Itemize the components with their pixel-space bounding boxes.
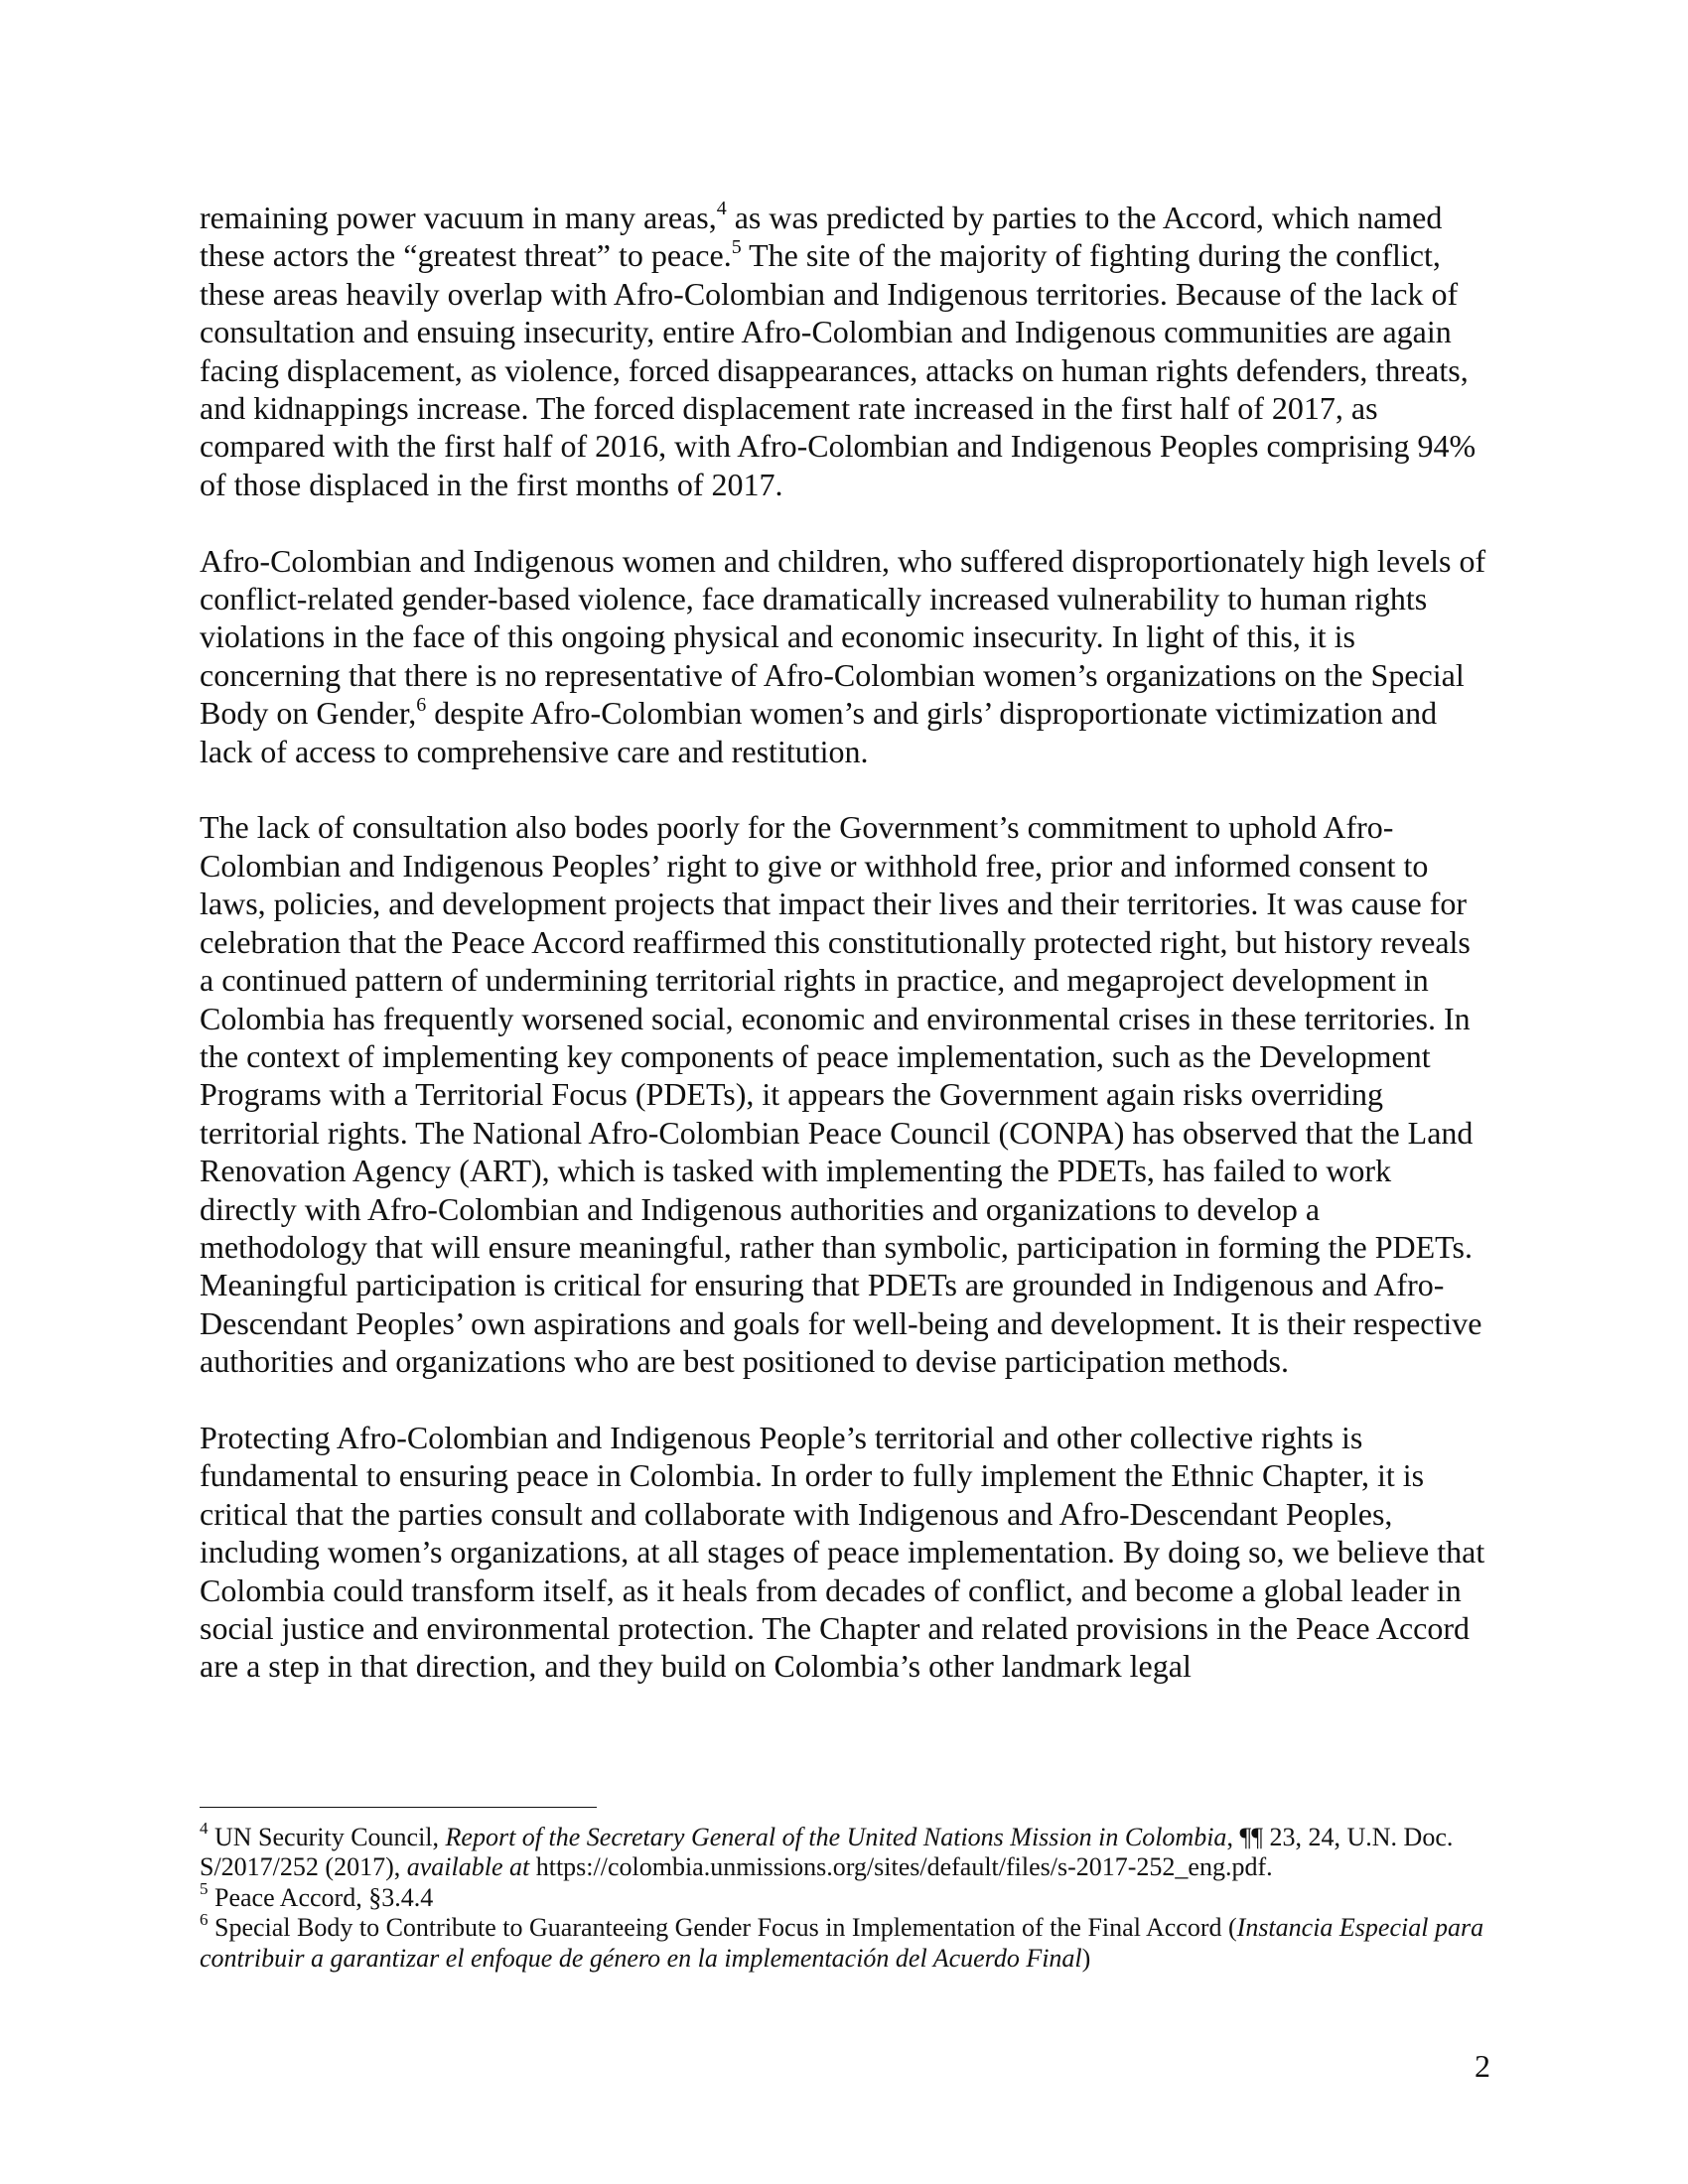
footnote-text: Special Body to Contribute to Guaranteeing Gender Focus in Implementation of the Final Accord (	[208, 1913, 1237, 1943]
footnote-marker: 5	[200, 1879, 209, 1899]
paragraph-2	[200, 542, 1490, 770]
paragraph-text: The lack of consultation also bodes poorly for the Government’s commitment to uphold Afro-Colombian and Indigenous Peoples’ right to give or withhold free, prior and informed consent to laws, policies, and development projects that impact their lives and their territories. It was cause for celebration that the Peace Accord reaffirmed this constitutionally protected right, but history reveals a continued pattern of undermining territorial rights in practice, and megaproject development in Colombia has frequently worsened social, economic and environmental crises in these territories. In the context of implementing key components of peace implementation, such as the Development Programs with a Territorial Focus (PDETs), it appears the Government again risks overriding territorial rights. The National Afro-Colombian Peace Council (CONPA) has observed that the Land Renovation Agency (ART), which is tasked with implementing the PDETs, has failed to work directly with Afro-Colombian and Indigenous authorities and organizations to develop a methodology that will ensure meaningful, rather than symbolic, participation in forming the PDETs. Meaningful participation is critical for ensuring that PDETs are grounded in Indigenous and Afro-Descendant Peoples’ own aspirations and goals for well-being and development. It is their respective authorities and organizations who are best positioned to devise participation methods.	[200, 809, 1482, 1380]
footnote-6	[200, 1909, 1490, 1974]
paragraph-text: The site of the majority of fighting during the conflict, these areas heavily overlap with Afro-Colombian and Indigenous territories. Because of the lack of consultation and ensuing insecurity, entire Afro-Colombian and Indigenous communities are again facing displacement, as violence, forced disappearances, attacks on human rights defenders, threats, and kidnappings increase. The forced displacement rate increased in the first half of 2017, as compared with the first half of 2016, with Afro-Colombian and Indigenous Peoples comprising 94% of those displaced in the first months of 2017.	[200, 237, 1477, 502]
footnote-marker: 6	[200, 1909, 209, 1929]
footnote-4	[200, 1819, 1490, 1883]
paragraph-text: Afro-Colombian and Indigenous women and children, who suffered disproportionately high levels of conflict-related gender-based violence, face dramatically increased vulnerability to human rights violations in the face of this ongoing physical and economic insecurity. In light of this, it is concerning that there is no representative of Afro-Colombian women’s organizations on the Special Body on Gender,	[200, 542, 1486, 732]
footnote-text: UN Security Council,	[208, 1823, 446, 1851]
footnote-ref-6[interactable]: 6	[416, 693, 427, 716]
paragraph-text: as was predicted by parties to the Accord, which named these actors the “greatest threat” to peace.	[200, 200, 1443, 274]
paragraph-3	[200, 808, 1490, 1380]
footnote-ref-5[interactable]: 5	[731, 235, 742, 258]
footnote-title: Report of the Secretary General of the United Nations Mission in Colombia	[445, 1823, 1227, 1851]
footnote-spanish-title: Instancia Especial para contribuir a garantizar el enfoque de género en la implementación del Acuerdo Final	[200, 1913, 1484, 1973]
footnote-separator	[200, 1807, 597, 1808]
footnote-url[interactable]: https://colombia.unmissions.org/sites/default/files/s-2017-252_eng.pdf.	[529, 1852, 1273, 1882]
footnote-ref-4[interactable]: 4	[716, 198, 727, 220]
page-number: 2	[1475, 2048, 1490, 2084]
footnotes	[200, 1819, 1490, 1974]
paragraph-text: remaining power vacuum in many areas,	[200, 200, 717, 235]
footnote-text: Peace Accord, §3.4.4	[208, 1882, 434, 1912]
footnote-text: , ¶¶ 23, 24, U.N. Doc. S/2017/252 (2017),	[200, 1823, 1454, 1882]
footnote-text: )	[1081, 1943, 1091, 1973]
footnote-5	[200, 1879, 1490, 1913]
footnote-signal: available at	[406, 1852, 530, 1882]
footnote-marker: 4	[200, 1819, 209, 1839]
paragraph-4	[200, 1419, 1490, 1686]
body-text	[200, 199, 1490, 1686]
paragraph-1	[200, 199, 1490, 503]
paragraph-text: despite Afro-Colombian women’s and girls’ disproportionate victimization and lack of access to comprehensive care and restitution.	[200, 695, 1438, 769]
paragraph-text: Protecting Afro-Colombian and Indigenous People’s territorial and other collective rights is fundamental to ensuring peace in Colombia. In order to fully implement the Ethnic Chapter, it is critical that the parties consult and collaborate with Indigenous and Afro-Descendant Peoples, including women’s organizations, at all stages of peace implementation. By doing so, we believe that Colombia could transform itself, as it heals from decades of conflict, and become a global leader in social justice and environmental protection. The Chapter and related provisions in the Peace Accord are a step in that direction, and they build on Colombia’s other landmark legal	[200, 1419, 1485, 1685]
